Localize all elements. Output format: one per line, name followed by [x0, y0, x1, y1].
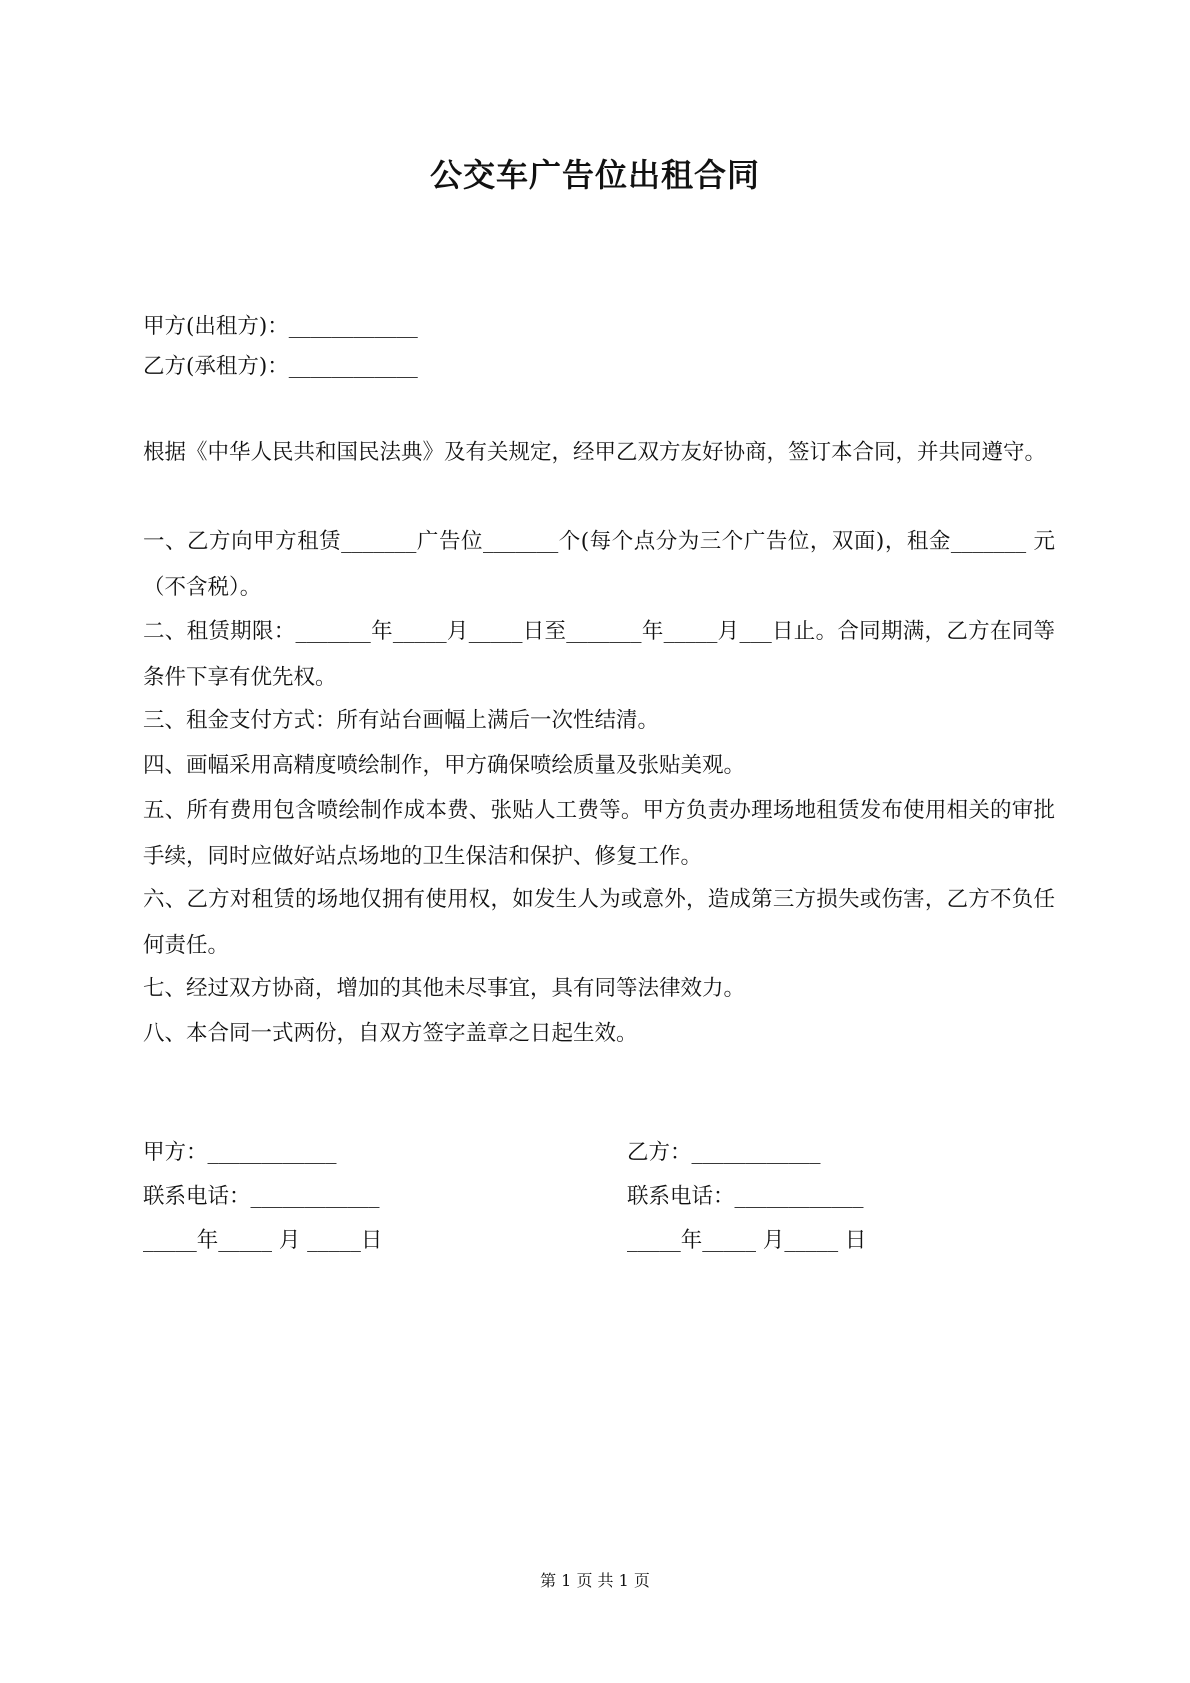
signature-party-b: 乙方：____________ — [627, 1140, 821, 1165]
page-footer: 第 1 页 共 1 页 — [540, 1571, 650, 1590]
clause-1: 一、乙方向甲方租赁_______广告位_______个(每个点分为三个广告位，双面)，租金_______ 元（不含税）。 — [143, 529, 1055, 600]
clause-2: 二、租赁期限：_______年_____月_____日至_______年_____月___日止。合同期满，乙方在同等条件下享有优先权。 — [143, 619, 1055, 690]
signature-phone-a: 联系电话：____________ — [143, 1184, 380, 1209]
party-b-line: 乙方(承租方)：____________ — [143, 354, 418, 379]
clause-5: 五、所有费用包含喷绘制作成本费、张贴人工费等。甲方负责办理场地租赁发布使用相关的审批手续，同时应做好站点场地的卫生保洁和保护、修复工作。 — [143, 798, 1055, 869]
signature-party-a: 甲方：____________ — [143, 1140, 337, 1165]
signature-date-b: _____年_____ 月_____ 日 — [627, 1228, 867, 1253]
page-title: 公交车广告位出租合同 — [429, 156, 760, 194]
clause-4: 四、画幅采用高精度喷绘制作，甲方确保喷绘质量及张贴美观。 — [143, 753, 746, 778]
clause-intro: 根据《中华人民共和国民法典》及有关规定，经甲乙双方友好协商，签订本合同，并共同遵守。 — [143, 440, 1047, 465]
signature-date-a: _____年_____ 月 _____日 — [143, 1228, 383, 1253]
clause-7: 七、经过双方协商，增加的其他未尽事宜，具有同等法律效力。 — [143, 976, 746, 1001]
party-a-line: 甲方(出租方)：____________ — [143, 314, 418, 339]
clause-6: 六、乙方对租赁的场地仅拥有使用权，如发生人为或意外，造成第三方损失或伤害，乙方不负任何责任。 — [143, 887, 1055, 958]
clause-8: 八、本合同一式两份，自双方签字盖章之日起生效。 — [143, 1021, 638, 1046]
clause-3: 三、租金支付方式：所有站台画幅上满后一次性结清。 — [143, 708, 660, 733]
signature-phone-b: 联系电话：____________ — [627, 1184, 864, 1209]
